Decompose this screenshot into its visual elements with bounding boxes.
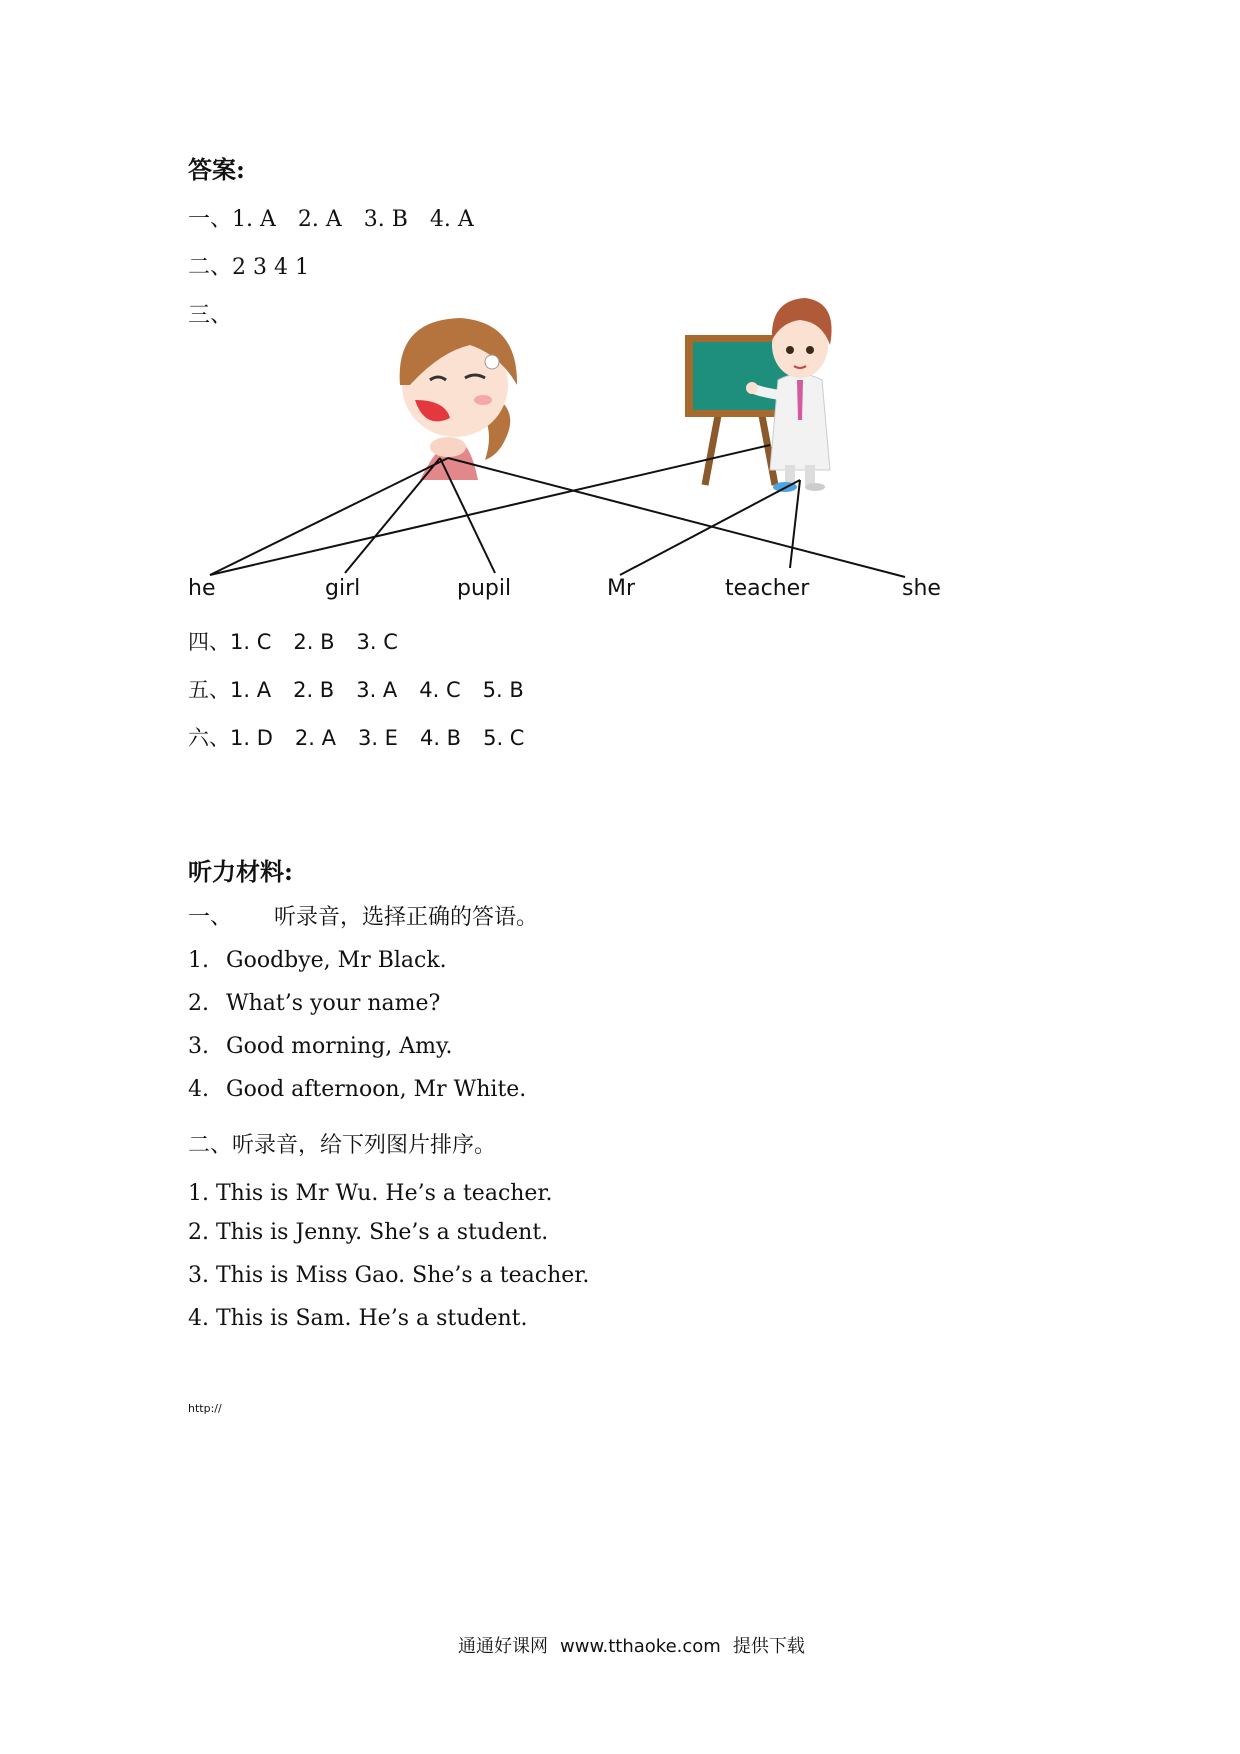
answer-item: 2. B xyxy=(293,630,335,654)
footer-suffix: 提供下载 xyxy=(732,1636,805,1657)
item-text: Goodbye, Mr Black. xyxy=(226,948,447,973)
answer-item: 3. C xyxy=(356,630,398,654)
section-prefix: 六、 xyxy=(188,726,230,750)
answer-item: 4. B xyxy=(419,726,462,750)
match-line-he-teacher xyxy=(210,445,770,575)
teacher-illustration xyxy=(685,298,832,492)
section-prefix: 一、 xyxy=(188,207,233,232)
section-prefix: 五、 xyxy=(188,678,230,702)
answers-section-6 xyxy=(188,722,546,752)
item-text: Good morning, Amy. xyxy=(226,1034,453,1059)
match-line-she xyxy=(448,458,905,577)
item-number: 2. xyxy=(188,991,209,1016)
section-prefix: 一、 xyxy=(188,905,233,930)
match-line-girl xyxy=(345,458,440,573)
listening-heading: 听力材料: xyxy=(188,857,293,886)
listening-sentence: 1. This is Mr Wu. He’s a teacher. xyxy=(188,1181,553,1206)
listening-part-2-instruction: 二、听录音，给下列图片排序。 xyxy=(188,1133,497,1158)
listening-sentence: 2. This is Jenny. She’s a student. xyxy=(188,1220,549,1245)
answer-item: 5. C xyxy=(483,726,525,750)
url-text: http:// xyxy=(188,1402,222,1415)
footer xyxy=(458,1632,817,1658)
order-answer: 2 3 4 1 xyxy=(232,255,309,280)
word-teacher: teacher xyxy=(725,576,810,601)
item-number: 4. xyxy=(188,1077,209,1102)
section-prefix: 二、 xyxy=(188,255,233,280)
answer-item: 2. A xyxy=(297,207,342,232)
answer-item: 2. B xyxy=(293,678,335,702)
section-prefix: 四、 xyxy=(188,630,230,654)
answers-heading: 答案: xyxy=(188,155,245,184)
answer-item: 1. A xyxy=(232,207,276,232)
match-line-he xyxy=(210,458,448,575)
match-line-teacher xyxy=(790,480,800,568)
item-text: Good afternoon, Mr White. xyxy=(226,1077,527,1102)
footer-site-name: 通通好课网 xyxy=(458,1636,548,1657)
answer-item: 1. A xyxy=(230,678,272,702)
listening-item xyxy=(188,1034,452,1059)
item-number: 3. xyxy=(188,1034,209,1059)
word-mr: Mr xyxy=(607,576,636,601)
matching-diagram xyxy=(0,0,1240,620)
listening-item xyxy=(188,991,440,1016)
listening-part-1-instruction xyxy=(188,900,538,931)
listening-item xyxy=(188,1077,526,1102)
answer-item: 3. A xyxy=(356,678,398,702)
section-prefix: 三、 xyxy=(188,303,233,328)
answer-item: 3. B xyxy=(363,207,408,232)
word-girl: girl xyxy=(325,576,361,601)
footer-url[interactable]: www.tthaoke.com xyxy=(560,1636,721,1657)
answer-item: 5. B xyxy=(482,678,524,702)
girl-illustration xyxy=(400,318,517,480)
answer-item: 4. C xyxy=(419,678,461,702)
answer-item: 1. C xyxy=(230,630,272,654)
answer-item: 4. A xyxy=(429,207,474,232)
answers-section-5 xyxy=(188,674,546,704)
word-he: he xyxy=(188,576,216,601)
word-she: she xyxy=(902,576,941,601)
instruction-text: 听录音，选择正确的答语。 xyxy=(274,905,539,930)
answer-item: 1. D xyxy=(230,726,273,750)
listening-sentence: 4. This is Sam. He’s a student. xyxy=(188,1306,528,1331)
item-number: 1. xyxy=(188,948,209,973)
answer-item: 2. A xyxy=(294,726,336,750)
answer-item: 3. E xyxy=(357,726,398,750)
answers-section-4 xyxy=(188,626,420,656)
listening-item xyxy=(188,948,447,973)
match-line-mr xyxy=(620,480,800,575)
word-pupil: pupil xyxy=(457,576,512,601)
listening-sentence: 3. This is Miss Gao. She’s a teacher. xyxy=(188,1263,590,1288)
item-text: What’s your name? xyxy=(226,991,441,1016)
